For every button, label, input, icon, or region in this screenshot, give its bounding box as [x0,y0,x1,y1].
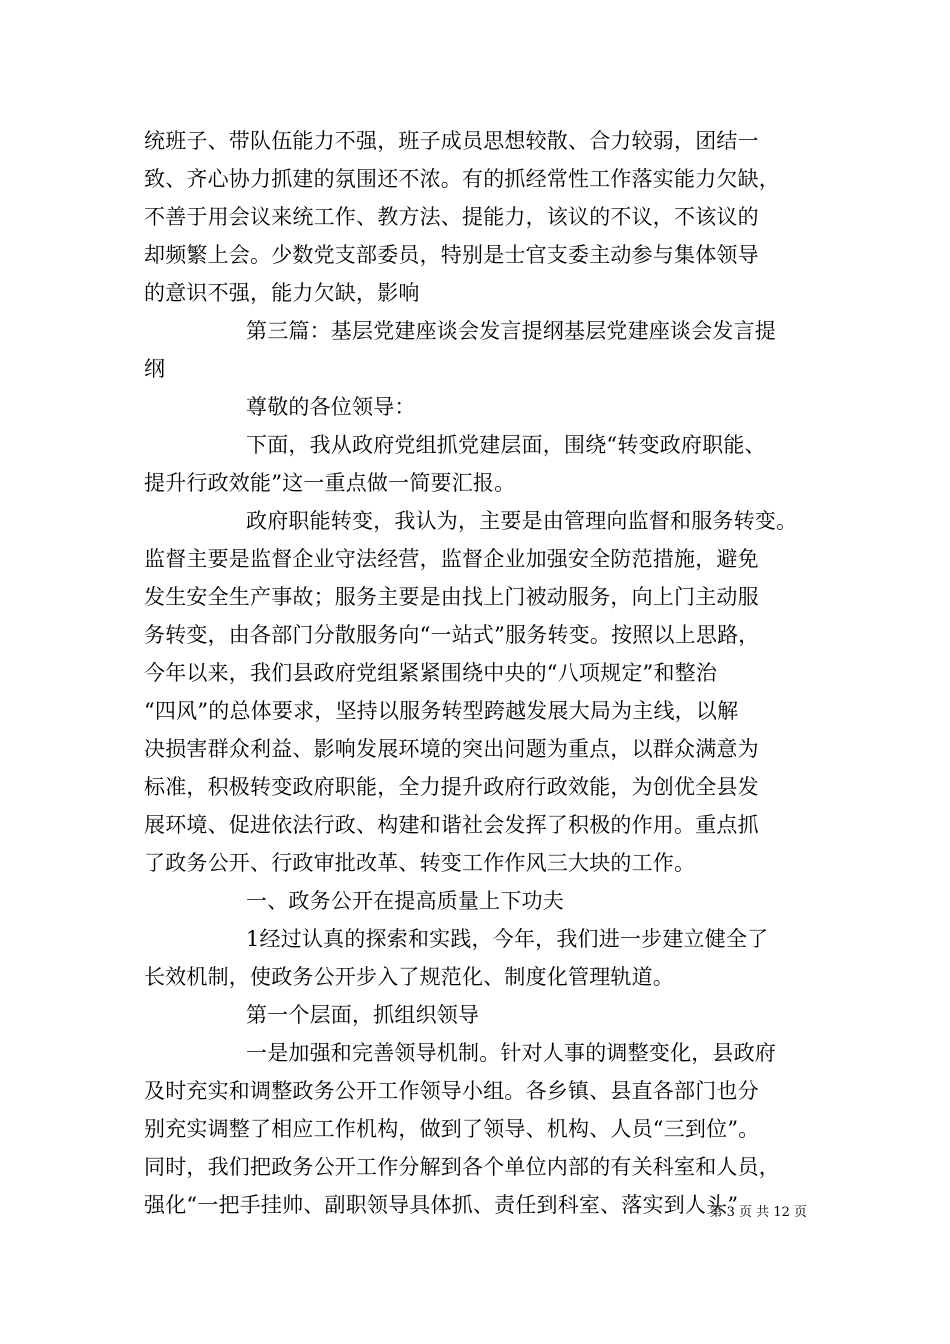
page-number-footer: 第 3 页 共 12 页 [709,1205,807,1220]
subheading: 第一个层面，抓组织领导 [246,1003,480,1027]
text-line: 的意识不强，能力欠缺，影响 [144,281,420,305]
text-line: 决损害群众利益、影响发展环境的突出问题为重点，以群众满意为 [144,737,759,761]
text-line: 统班子、带队伍能力不强，班子成员思想较散、合力较弱，团结一 [144,129,759,153]
text-line: 监督主要是监督企业守法经营，监督企业加强安全防范措施，避免 [144,547,759,571]
text-line: 强化“一把手挂帅、副职领导具体抓、责任到科室、落实到人头” [144,1193,739,1217]
text-line: 务转变，由各部门分散服务向“一站式”服务转变。按照以上思路， [144,623,760,647]
text-line: 别充实调整了相应工作机构，做到了领导、机构、人员“三到位”。 [144,1117,760,1141]
section-heading: 第三篇：基层党建座谈会发言提纲基层党建座谈会发言提 [246,319,776,343]
text-line: “四风”的总体要求，坚持以服务转型跨越发展大局为主线，以解 [144,699,739,723]
subheading: 一、政务公开在提高质量上下功夫 [246,889,564,913]
text-line: 致、齐心协力抓建的氛围还不浓。有的抓经常性工作落实能力欠缺， [144,167,780,191]
text-line: 政府职能转变，我认为，主要是由管理向监督和服务转变。 [246,509,798,533]
text-line: 提升行政效能”这一重点做一简要汇报。 [144,471,516,495]
text-line: 了政务公开、行政审批改革、转变工作作风三大块的工作。 [144,851,696,875]
text-line: 一是加强和完善领导机制。针对人事的调整变化，县政府 [246,1041,776,1065]
text-line: 不善于用会议来统工作、教方法、提能力，该议的不议，不该议的 [144,205,759,229]
text-line: 同时，我们把政务公开工作分解到各个单位内部的有关科室和人员， [144,1155,780,1179]
text-line: 展环境、促进依法行政、构建和谐社会发挥了积极的作用。重点抓 [144,813,759,837]
section-heading-continued: 纲 [144,357,166,381]
text-line: 长效机制，使政务公开步入了规范化、制度化管理轨道。 [144,965,674,989]
text-line: 却频繁上会。少数党支部委员，特别是士官支委主动参与集体领导 [144,243,759,267]
salutation: 尊敬的各位领导： [246,395,416,419]
text-line: 下面，我从政府党组抓党建层面，围绕“转变政府职能、 [246,433,766,457]
text-line: 今年以来，我们县政府党组紧紧围绕中央的“八项规定”和整治 [144,661,718,685]
text-line: 及时充实和调整政务公开工作领导小组。各乡镇、县直各部门也分 [144,1079,759,1103]
text-line: 发生安全生产事故；服务主要是由找上门被动服务，向上门主动服 [144,585,759,609]
text-line: 标准，积极转变政府职能，全力提升政府行政效能，为创优全县发 [144,775,759,799]
text-line: 1经过认真的探索和实践，今年，我们进一步建立健全了 [246,927,769,951]
